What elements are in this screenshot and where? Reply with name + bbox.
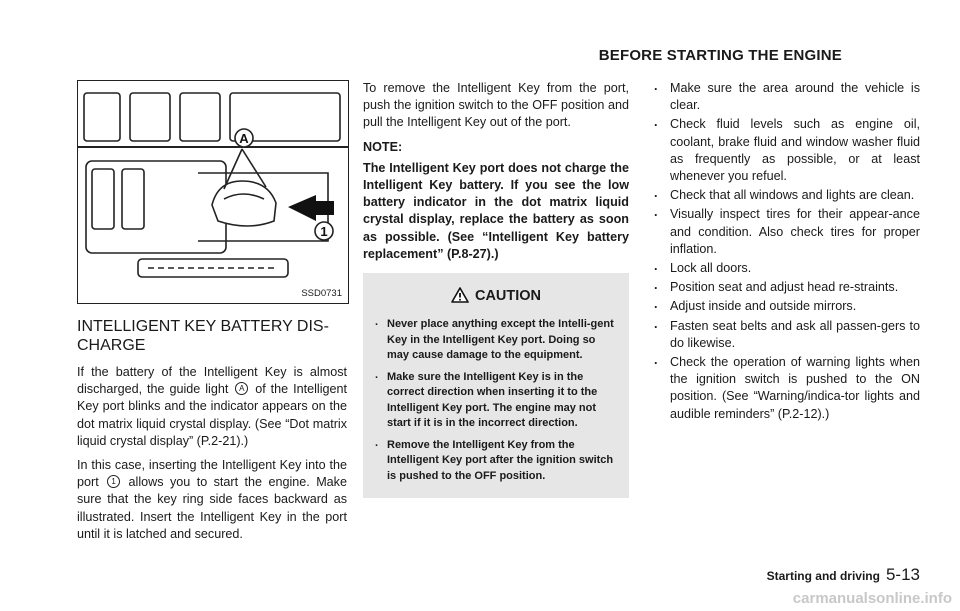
figure-code: SSD0731 [301, 288, 342, 299]
watermark: carmanualsonline.info [792, 590, 952, 607]
list-item: . Make sure the area around the vehicle is clear. [650, 80, 920, 114]
column-1 [77, 317, 347, 550]
paragraph-2 [77, 457, 347, 543]
list-item: . Fasten seat belts and ask all passen-gers to do likewise. [650, 318, 920, 352]
page-footer [767, 565, 920, 585]
caution-item: . Never place anything except the Intelli-gent Key in the Intelligent Key port. Doing so may cause damage to the equipment. [373, 317, 619, 364]
list-item: . Check that all windows and lights are clean. [650, 187, 920, 204]
section-title: INTELLIGENT KEY BATTERY DIS-CHARGE [77, 318, 329, 354]
warning-triangle-icon [451, 287, 469, 303]
caution-title: CAUTION [474, 288, 542, 305]
callout-a-label: A [239, 131, 249, 146]
pre-start-checklist [650, 80, 920, 423]
footer-section-name: Starting and driving [766, 569, 880, 583]
note-label: NOTE: [363, 139, 403, 154]
caution-item: . Make sure the Intelligent Key is in the correct direction when inserting it to the Intelligent Key port. The engine may not start if it is in the incorrect direction. [373, 370, 619, 432]
note-body: The Intelligent Key port does not charge the Intelligent Key battery. If you see the low battery indicator in the dot matrix liquid crystal display, replace the battery as soon as possible. (See “Intelligent Key battery replacement” (P.8-27).) [363, 160, 629, 261]
callout-1-label: 1 [320, 224, 328, 239]
column-2 [363, 80, 629, 498]
key-port-illustration [78, 81, 348, 303]
caution-box [363, 273, 629, 498]
paragraph-1 [77, 364, 347, 450]
list-item: . Adjust inside and outside mirrors. [650, 298, 920, 315]
list-item: . Check the operation of warning lights when the ignition switch is pushed to the ON position. (See “Warning/indica-tor lights and audible reminders” (P.2-12).) [650, 354, 920, 423]
list-item: . Check fluid levels such as engine oil, coolant, brake fluid and window washer fluid as frequently as possible, or at least whenever you refuel. [650, 116, 920, 185]
caution-item: . Remove the Intelligent Key from the Intelligent Key port after the ignition switch is pushed to the OFF position. [373, 438, 619, 485]
intelligent-key-port-figure [77, 80, 349, 304]
remove-key-paragraph: To remove the Intelligent Key from the port, push the ignition switch to the OFF position and pull the Intelligent Key out of the port. [363, 81, 629, 130]
page-number: 5-13 [885, 565, 920, 584]
ref-1-marker: 1 [107, 475, 120, 488]
para1-post: of the Intelligent Key port blinks and the indicator appears on the dot matrix liquid crystal display. (See “Dot matrix liquid crystal display” (P.2-21).) [77, 382, 348, 448]
ref-a-marker: A [235, 382, 248, 395]
caution-list [373, 317, 619, 484]
para2-pre: In this case, inserting the Intelligent Key into the port [77, 458, 347, 490]
column-3 [650, 80, 920, 425]
para2-post: allows you to start the engine. Make sure that the key ring side faces backward as illustrated. Insert the Intelligent Key in the port until it is latched and secured. [77, 475, 347, 541]
page-header-title: BEFORE STARTING THE ENGINE [598, 47, 842, 64]
caution-header [373, 287, 619, 305]
list-item: . Position seat and adjust head re-straints. [650, 279, 920, 296]
para1-pre: If the battery of the Intelligent Key is almost discharged, the guide light [77, 365, 347, 397]
list-item: . Visually inspect tires for their appear-ance and condition. Also check tires for proper inflation. [650, 206, 920, 258]
list-item: . Lock all doors. [650, 260, 920, 277]
